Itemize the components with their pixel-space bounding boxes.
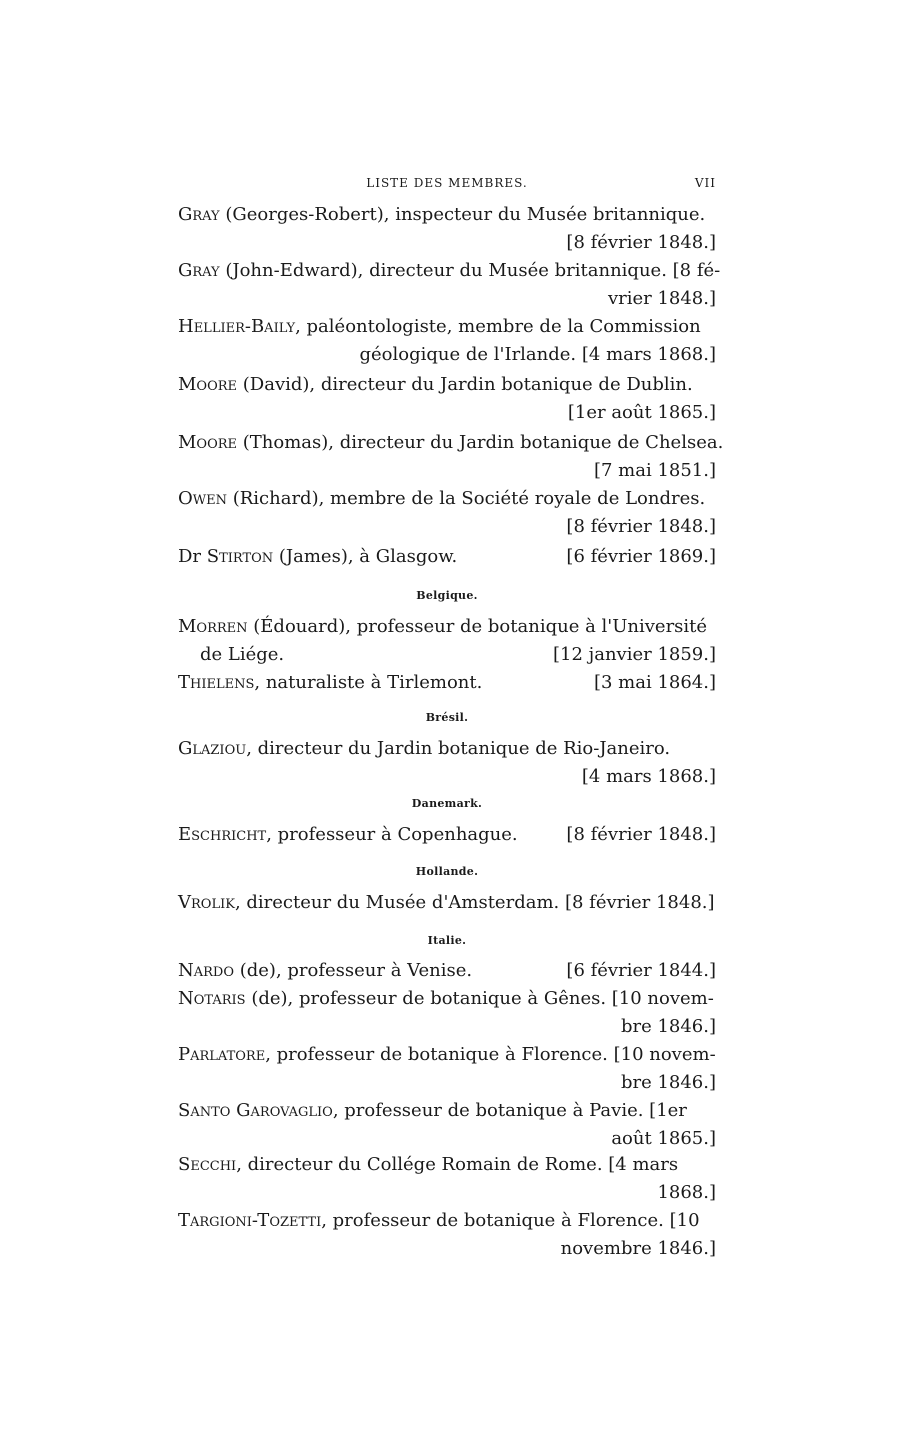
member-name: Gray <box>178 260 220 281</box>
member-name: Moore <box>178 374 238 395</box>
page-number: VII <box>694 176 716 190</box>
member-name: Moore <box>178 432 238 453</box>
member-name: Glaziou <box>178 738 247 759</box>
entry-thielens <box>178 670 716 696</box>
member-name: Targioni-Tozetti <box>178 1210 322 1231</box>
member-name: Parlatore <box>178 1044 266 1065</box>
section-heading-belgique: Belgique. <box>416 589 478 602</box>
entry-text: , professeur de botanique à Florence. [10 novem- <box>265 1044 716 1065</box>
entry-targioni-tozetti <box>178 1208 716 1234</box>
entry-secchi <box>178 1152 716 1178</box>
entry-owen <box>178 486 716 512</box>
entry-continuation: [7 mai 1851.] <box>593 460 716 481</box>
member-name: Gray <box>178 204 220 225</box>
entry-date: [6 février 1844.] <box>566 960 716 981</box>
entry-text: (David), directeur du Jardin botanique de Dublin. <box>237 374 693 395</box>
entry-eschricht <box>178 822 716 848</box>
member-name: Hellier-Baily <box>178 316 296 337</box>
member-name: Nardo <box>178 960 235 981</box>
entry-stirton <box>178 544 716 570</box>
entry-gray-georges <box>178 202 716 228</box>
entry-continuation: [1er août 1865.] <box>567 402 716 423</box>
title-prefix: Dr <box>178 546 207 567</box>
entry-continuation: [8 février 1848.] <box>566 516 716 537</box>
section-heading-danemark: Danemark. <box>411 797 483 810</box>
entry-text: (James), à Glasgow. <box>273 546 458 567</box>
entry-text: , naturaliste à Tirlemont. <box>254 672 483 693</box>
entry-text: (Thomas), directeur du Jardin botanique de Chelsea. <box>237 432 724 453</box>
entry-moore-david <box>178 372 716 398</box>
entry-continuation: vrier 1848.] <box>607 288 716 309</box>
entry-hellier-baily <box>178 314 716 340</box>
running-header <box>178 176 716 194</box>
entry-continuation: [4 mars 1868.] <box>581 766 716 787</box>
entry-moore-thomas <box>178 430 724 456</box>
entry-date: [3 mai 1864.] <box>593 672 716 693</box>
entry-continuation: 1868.] <box>657 1182 716 1203</box>
entry-vrolik <box>178 890 716 916</box>
entry-continuation: bre 1846.] <box>620 1016 716 1037</box>
entry-date: [8 février 1848.] <box>566 824 716 845</box>
entry-text: , directeur du Collége Romain de Rome. [4 mars <box>236 1154 679 1175</box>
member-name: Owen <box>178 488 227 509</box>
entry-text: de Liége. <box>200 644 285 665</box>
member-name: Morren <box>178 616 248 637</box>
entry-text: , paléontologiste, membre de la Commission <box>295 316 701 337</box>
entry-notaris <box>178 986 716 1012</box>
entry-parlatore <box>178 1042 716 1068</box>
member-name: Notaris <box>178 988 246 1009</box>
member-name: Thielens <box>178 672 255 693</box>
entry-text: , professeur de botanique à Pavie. [1er <box>332 1100 687 1121</box>
entry-santo-garovaglio <box>178 1098 716 1124</box>
entry-text: , professeur de botanique à Florence. [10 <box>321 1210 700 1231</box>
entry-text: , directeur du Musée d'Amsterdam. [8 février 1848.] <box>234 892 715 913</box>
entry-gray-john <box>178 258 721 284</box>
member-name: Santo Garovaglio <box>178 1100 333 1121</box>
member-name: Secchi <box>178 1154 237 1175</box>
header-title: LISTE DES MEMBRES. <box>366 176 528 190</box>
entry-continuation <box>178 642 716 668</box>
entry-glaziou <box>178 736 716 762</box>
entry-text: (Édouard), professeur de botanique à l'Université <box>247 616 708 637</box>
member-name: Eschricht <box>178 824 267 845</box>
section-heading-italie: Italie. <box>427 934 467 947</box>
member-name: Stirton <box>206 546 274 567</box>
entry-text: , directeur du Jardin botanique de Rio-Janeiro. <box>246 738 671 759</box>
entry-continuation: géologique de l'Irlande. [4 mars 1868.] <box>359 344 716 365</box>
entry-continuation: bre 1846.] <box>620 1072 716 1093</box>
member-name: Vrolik <box>178 892 235 913</box>
entry-text: , professeur à Copenhague. <box>266 824 518 845</box>
entry-text: (de), professeur de botanique à Gênes. [10 novem- <box>245 988 714 1009</box>
entry-text: (John-Edward), directeur du Musée britannique. [8 fé- <box>219 260 721 281</box>
entry-date: [12 janvier 1859.] <box>552 644 716 665</box>
entry-continuation: août 1865.] <box>611 1128 716 1149</box>
section-heading-bresil: Brésil. <box>425 711 469 724</box>
entry-date: [6 février 1869.] <box>566 546 716 567</box>
entry-text: (Richard), membre de la Société royale de Londres. <box>226 488 706 509</box>
entry-nardo <box>178 958 716 984</box>
entry-text: (de), professeur à Venise. <box>234 960 473 981</box>
entry-continuation: novembre 1846.] <box>560 1238 716 1259</box>
entry-text: (Georges-Robert), inspecteur du Musée britannique. <box>219 204 706 225</box>
section-heading-hollande: Hollande. <box>415 865 479 878</box>
entry-morren <box>178 614 716 640</box>
entry-continuation: [8 février 1848.] <box>566 232 716 253</box>
